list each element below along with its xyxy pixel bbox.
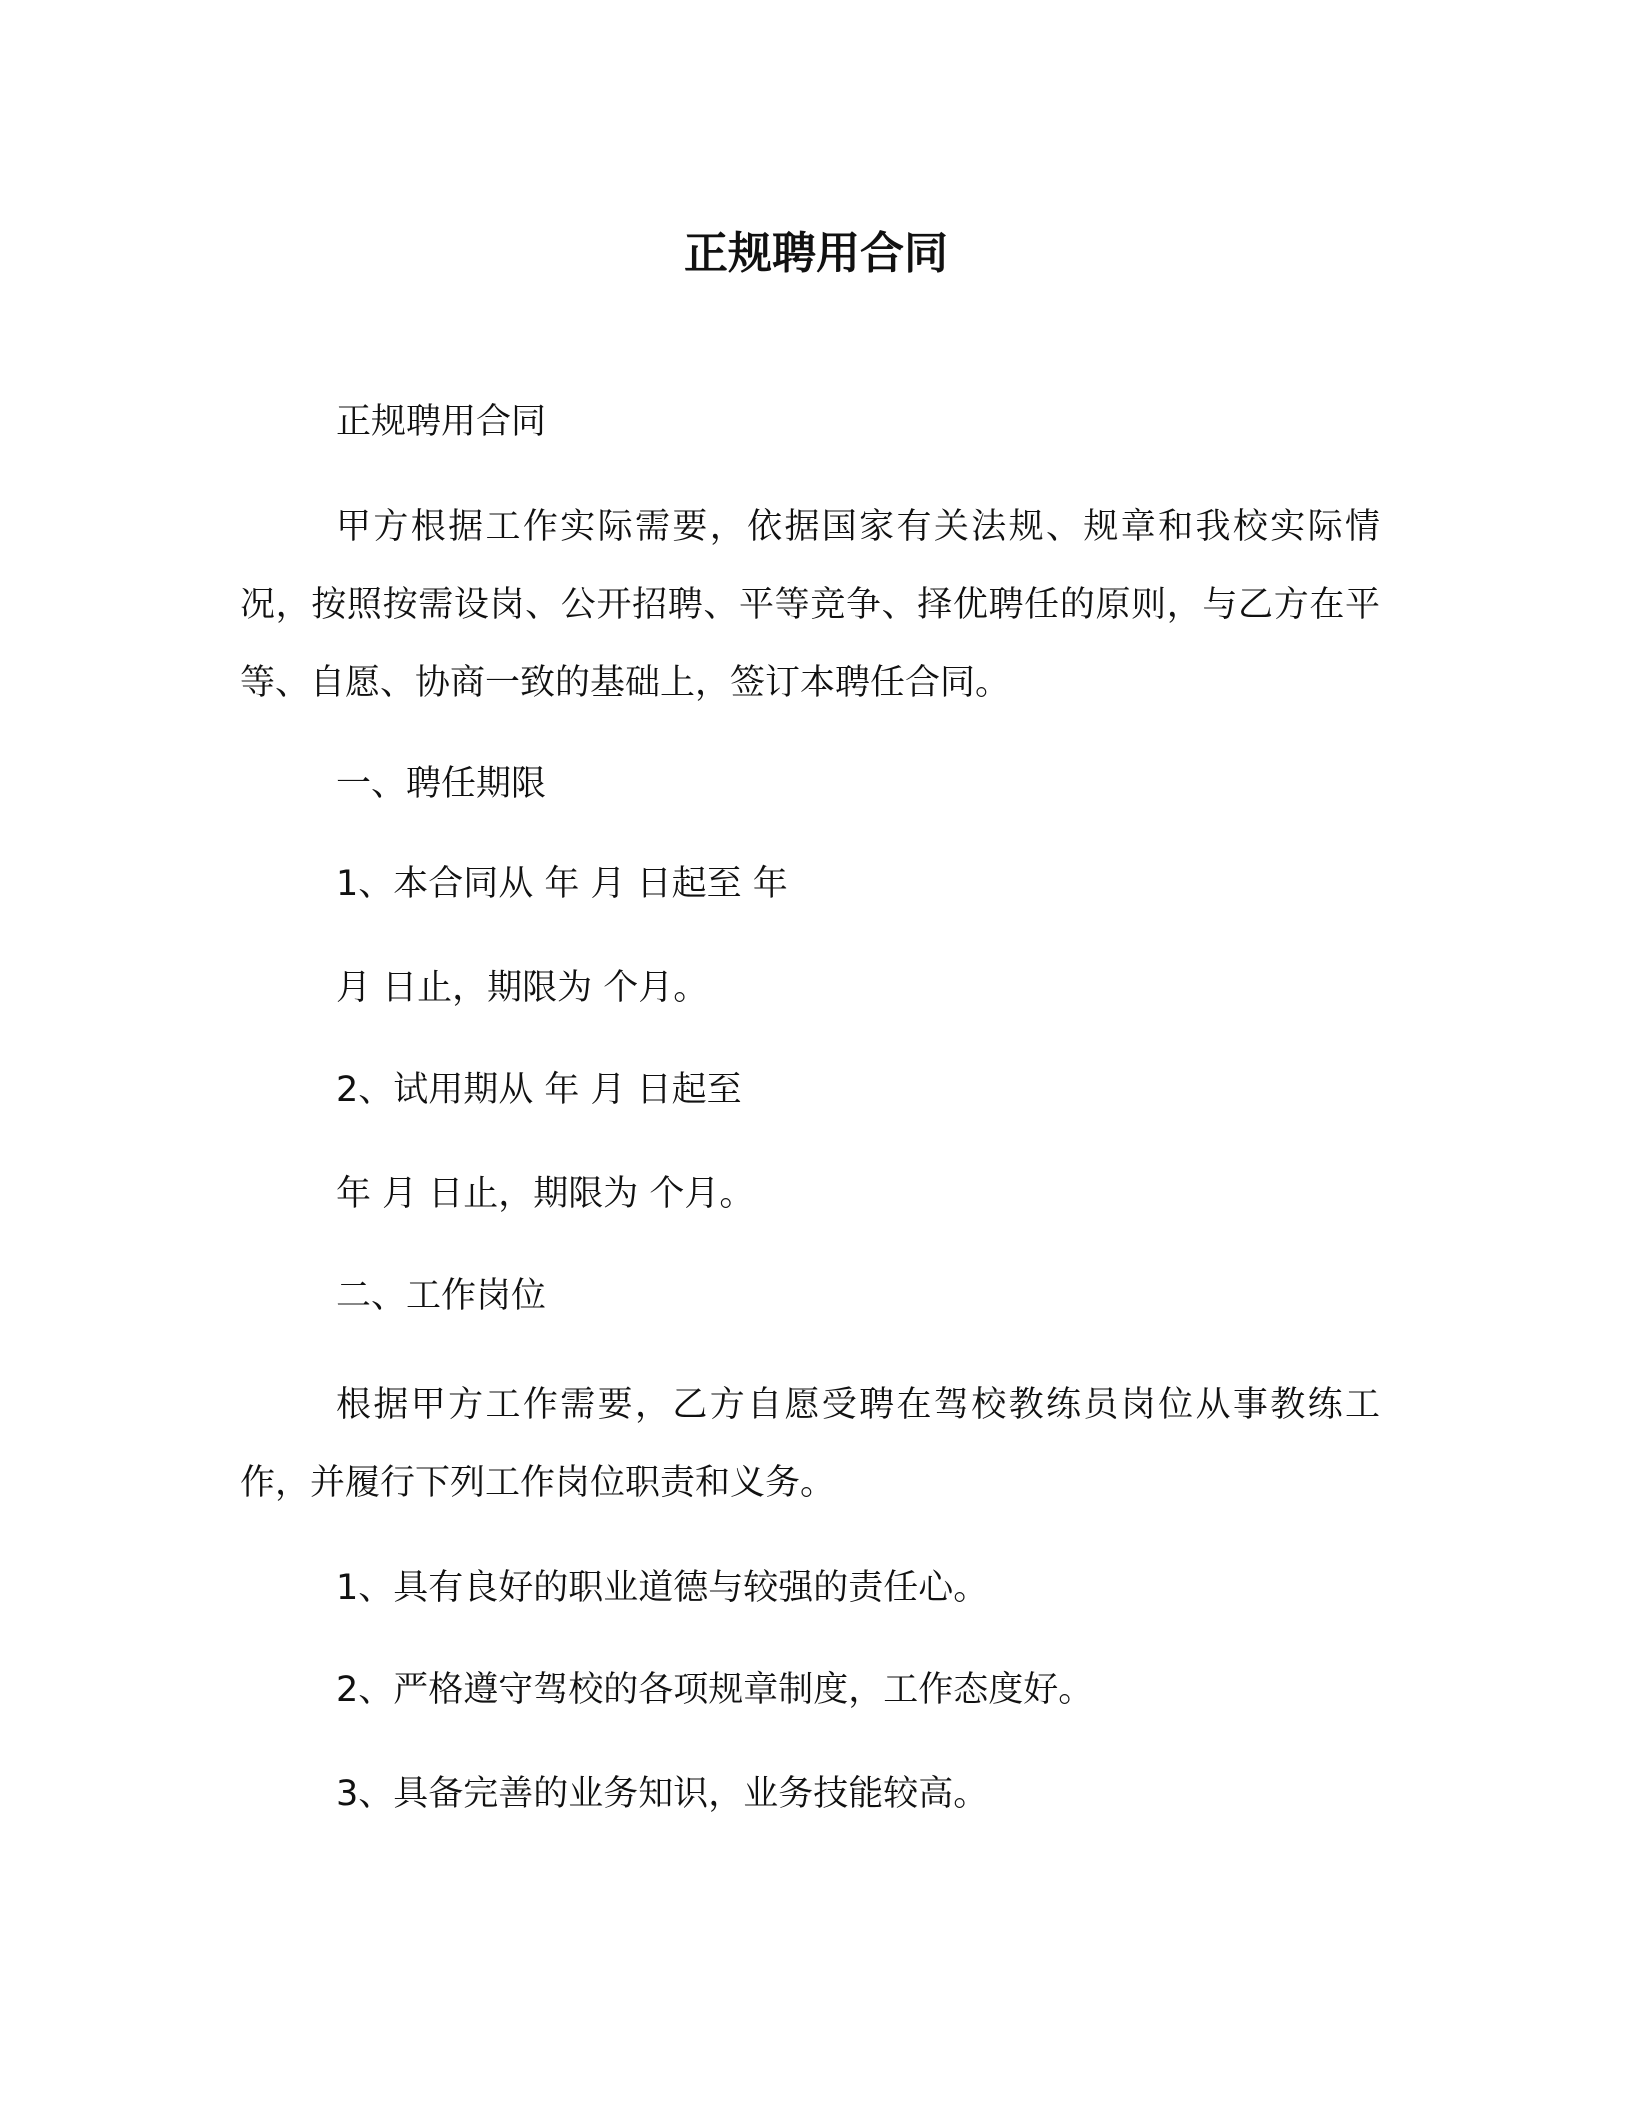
intro-paragraph: 甲方根据工作实际需要，依据国家有关法规、规章和我校实际情况，按照按需设岗、公开招聘、平等竞争、择优聘任的原则，与乙方在平等、自愿、协商一致的基础上，签订本聘任合同。 xyxy=(240,507,1380,703)
section2-paragraph: 根据甲方工作需要，乙方自愿受聘在驾校教练员岗位从事教练工作，并履行下列工作岗位职责和义务。 xyxy=(240,1385,1380,1503)
probation-item-line2: 年 月 日止，期限为 个月。 xyxy=(336,1174,755,1214)
term-item1-line2: 月 日止，期限为 个月。 xyxy=(336,968,709,1008)
duty-item-1: 1、具有良好的职业道德与较强的责任心。 xyxy=(336,1568,989,1608)
probation-item-line1: 2、试用期从 年 月 日起至 xyxy=(336,1070,742,1110)
section2-heading: 二、工作岗位 xyxy=(336,1276,547,1316)
duty-item-3: 3、具备完善的业务知识，业务技能较高。 xyxy=(336,1774,989,1814)
document-title: 正规聘用合同 xyxy=(684,228,948,279)
document-subtitle: 正规聘用合同 xyxy=(336,402,547,442)
term-item1-line1: 1、本合同从 年 月 日起至 年 xyxy=(336,864,788,904)
duty-item-2: 2、严格遵守驾校的各项规章制度，工作态度好。 xyxy=(336,1670,1094,1710)
section1-heading: 一、聘任期限 xyxy=(336,764,547,804)
